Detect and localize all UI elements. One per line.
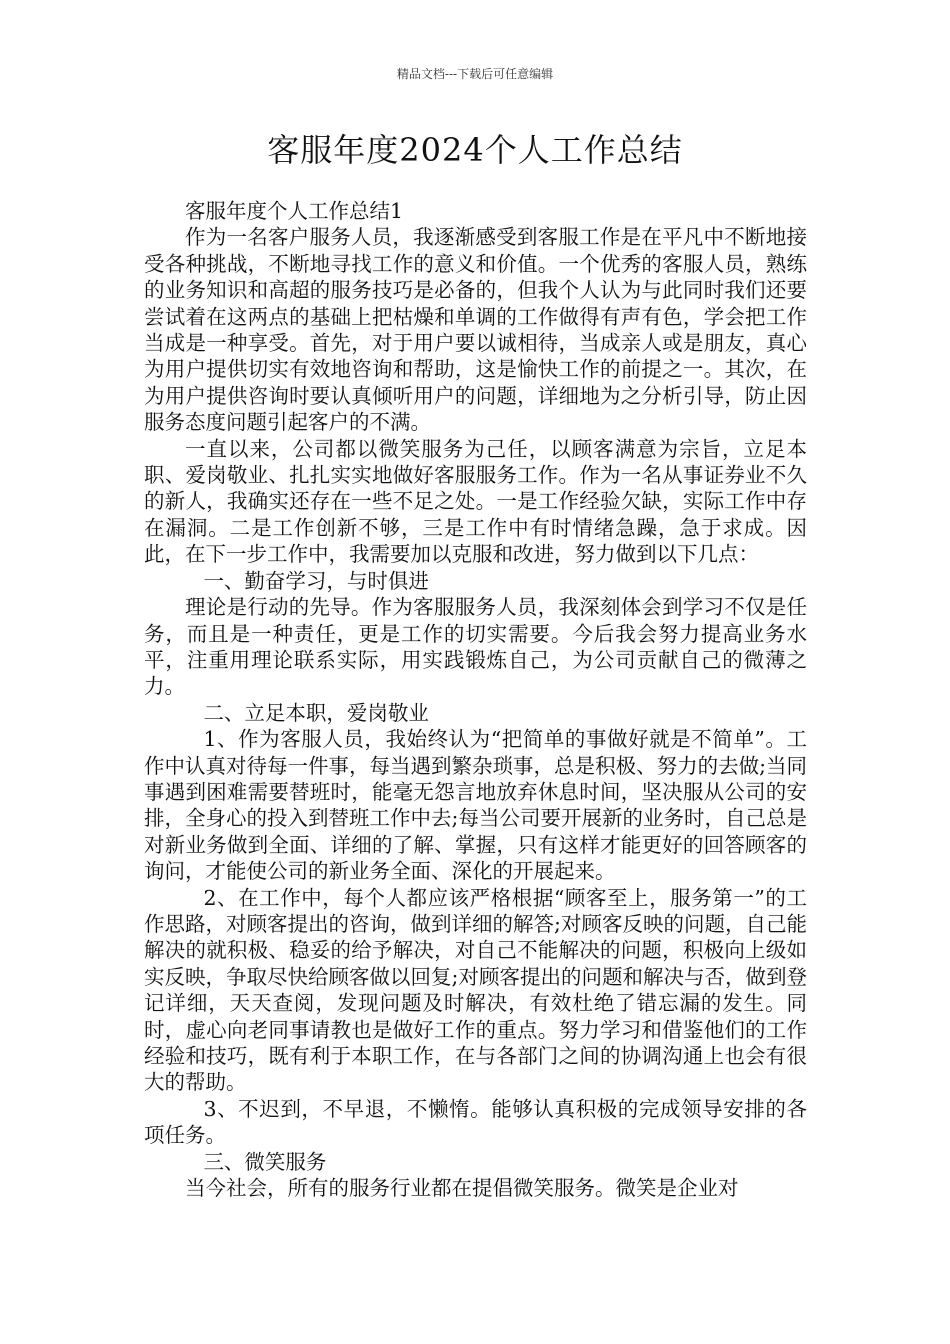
paragraph-study: 理论是行动的先导。作为客服服务人员，我深刻体会到学习不仅是任务，而且是一种责任，更是工作的切实需要。今后我会努力提高业务水平，注重用理论联系实际，用实践锻炼自己，为公司贡献自己的微薄之力。 bbox=[144, 595, 807, 699]
paragraph-point-1: 1、作为客服人员，我始终认为“把简单的事做好就是不简单”。工作中认真对待每一件事，每当遇到繁杂琐事，总是积极、努力的去做;当同事遇到困难需要替班时，能毫无怨言地放弃休息时间，坚决服从公司的安排，全身心的投入到替班工作中去;每当公司要开展新的业务时，自己总是对新业务做到全面、详细的了解、掌握，只有这样才能更好的回答顾客的询问，才能使公司的新业务全面、深化的开展起来。 bbox=[144, 727, 807, 884]
header-note: 精品文档---下载后可任意编辑 bbox=[396, 67, 554, 81]
document-body bbox=[144, 198, 807, 1201]
paragraph-self-review: 一直以来，公司都以微笑服务为己任，以顾客满意为宗旨，立足本职、爱岗敬业、扎扎实实地做好客服服务工作。作为一名从事证券业不久的新人，我确实还存在一些不足之处。一是工作经验欠缺，实际工作中存在漏洞。二是工作创新不够，三是工作中有时情绪急躁，急于求成。因此，在下一步工作中，我需要加以克服和改进，努力做到以下几点： bbox=[144, 436, 807, 567]
paragraph-smile-service: 当今社会，所有的服务行业都在提倡微笑服务。微笑是企业对 bbox=[185, 1176, 739, 1201]
paragraph-point-2: 2、在工作中，每个人都应该严格根据“顾客至上，服务第一”的工作思路，对顾客提出的咨询，做到详细的解答;对顾客反映的问题，自己能解决的就积极、稳妥的给予解决，对自己不能解决的问题，积极向上级如实反映，争取尽快给顾客做以回复;对顾客提出的问题和解决与否，做到登记详细，天天查阅，发现问题及时解决，有效杜绝了错忘漏的发生。同时，虚心向老同事请教也是做好工作的重点。努力学习和借鉴他们的工作经验和技巧，既有利于本职工作，在与各部门之间的协调沟通上也会有很大的帮助。 bbox=[144, 885, 807, 1095]
heading-dedication: 二、立足本职，爱岗敬业 bbox=[203, 700, 429, 725]
heading-smile-service: 三、微笑服务 bbox=[203, 1149, 327, 1174]
paragraph-point-3: 3、不迟到，不早退，不懒惰。能够认真积极的完成领导安排的各项任务。 bbox=[144, 1096, 807, 1148]
document-title: 客服年度2024个人工作总结 bbox=[267, 131, 683, 169]
heading-study: 一、勤奋学习，与时俱进 bbox=[203, 568, 429, 593]
paragraph-intro: 作为一名客户服务人员，我逐渐感受到客服工作是在平凡中不断地接受各种挑战，不断地寻找工作的意义和价值。一个优秀的客服人员，熟练的业务知识和高超的服务技巧是必备的，但我个人认为与此同时我们还要尝试着在这两点的基础上把枯燥和单调的工作做得有声有色，学会把工作当成是一种享受。首先，对于用户要以诚相待，当成亲人或是朋友，真心为用户提供切实有效地咨询和帮助，这是愉快工作的前提之一。其次，在为用户提供咨询时要认真倾听用户的问题，详细地为之分析引导，防止因服务态度问题引起客户的不满。 bbox=[144, 225, 807, 435]
section-subtitle: 客服年度个人工作总结1 bbox=[185, 199, 404, 223]
